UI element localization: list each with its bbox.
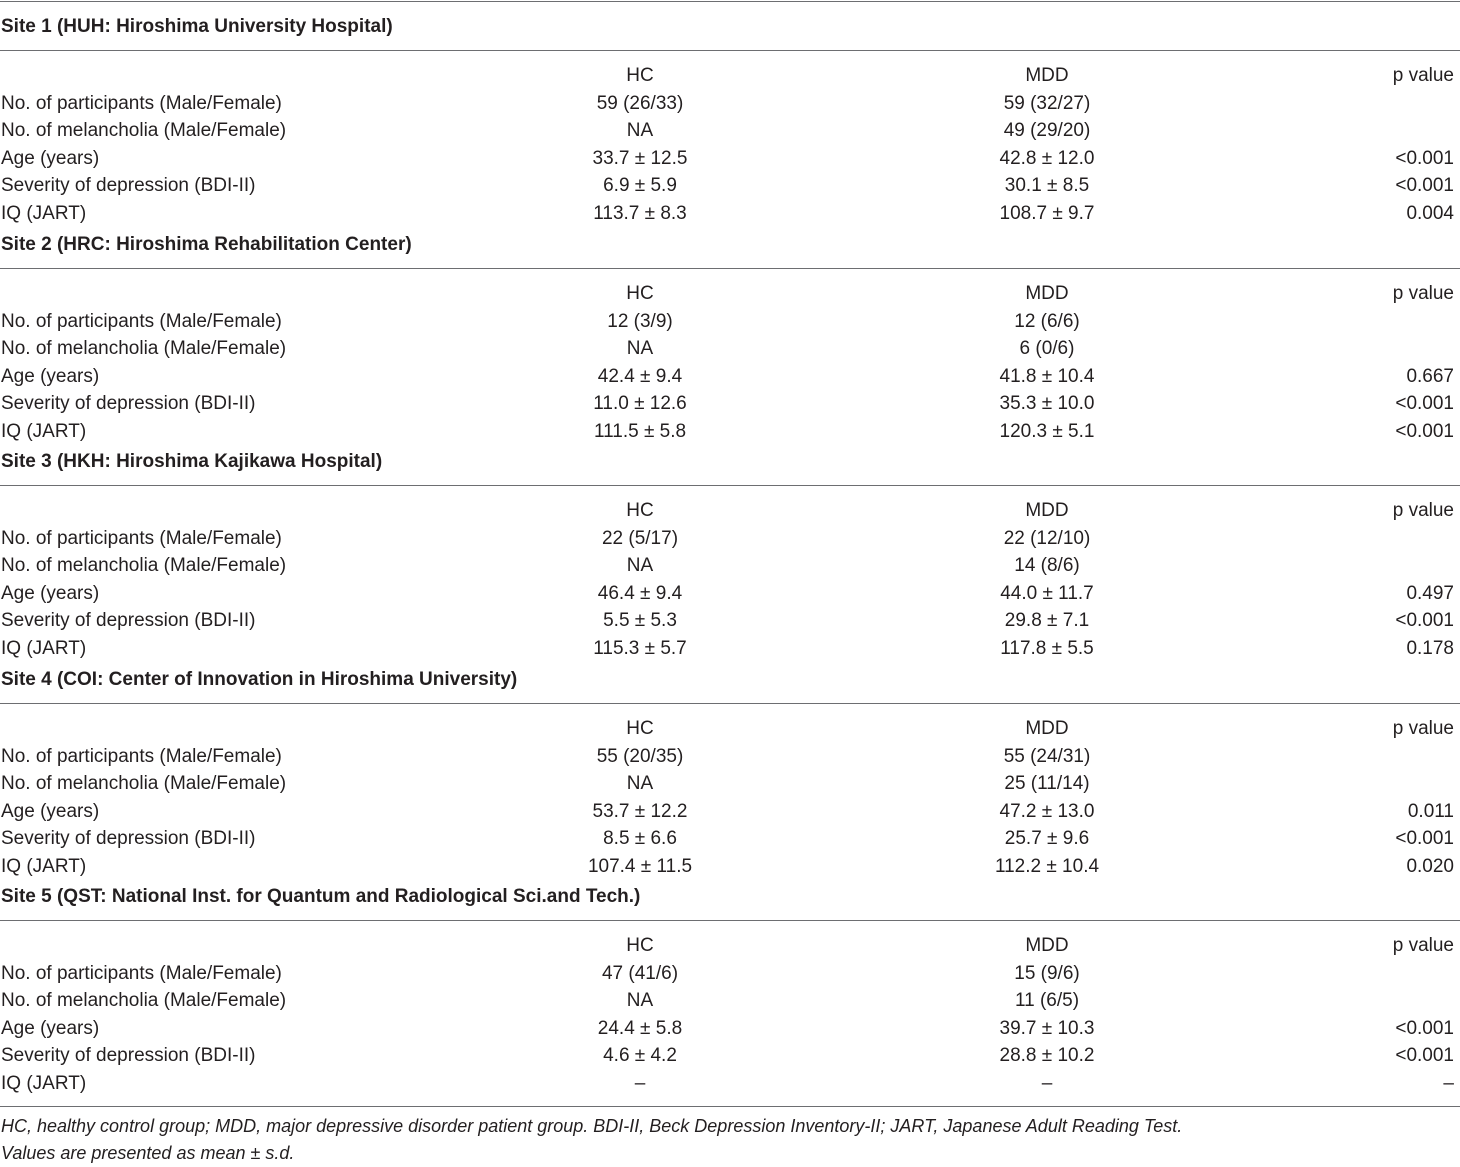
p-value: 0.004 — [1406, 202, 1454, 224]
mdd-value: 49 (29/20) — [1003, 120, 1091, 141]
p-value: <0.001 — [1395, 175, 1454, 196]
hc-value: 33.7 ± 12.5 — [592, 147, 688, 169]
hc-value: NA — [626, 120, 654, 141]
table-row — [0, 580, 1460, 607]
column-header-hc: HC — [626, 500, 654, 521]
row-label: IQ (JART) — [1, 637, 87, 659]
p-value: <0.001 — [1395, 420, 1454, 442]
column-header-p-value: p value — [1392, 283, 1454, 304]
mdd-value: 30.1 ± 8.5 — [1004, 175, 1090, 196]
row-label: IQ (JART) — [1, 1072, 87, 1094]
table-row — [0, 308, 1460, 335]
mdd-value: 44.0 ± 11.7 — [1000, 582, 1094, 604]
section-rule — [0, 703, 1460, 704]
mdd-value: 6 (0/6) — [1019, 338, 1075, 359]
hc-value: NA — [626, 555, 654, 576]
row-label: No. of melancholia (Male/Female) — [1, 773, 287, 794]
mdd-value: 112.2 ± 10.4 — [994, 855, 1100, 877]
row-label: No. of melancholia (Male/Female) — [1, 555, 287, 576]
hc-value: NA — [626, 338, 654, 359]
mdd-value: 47.2 ± 13.0 — [999, 800, 1095, 822]
table-row — [0, 825, 1460, 852]
mdd-value: 28.8 ± 10.2 — [999, 1045, 1095, 1066]
hc-value: 111.5 ± 5.8 — [593, 420, 687, 442]
column-header-hc: HC — [626, 283, 654, 304]
mdd-value: 12 (6/6) — [1014, 310, 1080, 332]
column-header-mdd: MDD — [1025, 283, 1069, 304]
hc-value: 46.4 ± 9.4 — [597, 582, 683, 604]
column-header-p-value: p value — [1392, 935, 1454, 956]
table-row — [0, 335, 1460, 362]
row-label: No. of participants (Male/Female) — [1, 527, 282, 549]
row-label: Age (years) — [1, 1017, 100, 1039]
row-label: No. of participants (Male/Female) — [1, 962, 282, 984]
row-label: No. of participants (Male/Female) — [1, 92, 282, 114]
column-header-p-value: p value — [1392, 718, 1454, 739]
row-label: Age (years) — [1, 582, 100, 604]
hc-value: 42.4 ± 9.4 — [597, 365, 683, 387]
p-value: 0.020 — [1406, 855, 1454, 877]
row-label: No. of melancholia (Male/Female) — [1, 338, 287, 359]
hc-value: 22 (5/17) — [601, 527, 679, 549]
footnote-abbreviations: HC, healthy control group; MDD, major depressive disorder patient group. BDI-II, Beck Depression Inventory-II; JART, Japanese Adult Reading Test. — [1, 1116, 1183, 1136]
mdd-value: 35.3 ± 10.0 — [999, 393, 1095, 414]
p-value: 0.011 — [1407, 800, 1454, 822]
row-label: Severity of depression (BDI-II) — [1, 1045, 256, 1066]
column-header-hc: HC — [626, 65, 654, 86]
site-title: Site 1 (HUH: Hiroshima University Hospital) — [1, 16, 393, 37]
mdd-value: 11 (6/5) — [1014, 990, 1080, 1011]
row-label: Severity of depression (BDI-II) — [1, 828, 256, 849]
table-bottom-rule — [0, 1106, 1460, 1107]
mdd-value: 55 (24/31) — [1003, 745, 1091, 767]
hc-value: 12 (3/9) — [607, 310, 673, 332]
section-rule — [0, 268, 1460, 269]
hc-value: NA — [626, 773, 654, 794]
mdd-value: 120.3 ± 5.1 — [999, 420, 1095, 442]
column-header-mdd: MDD — [1025, 500, 1069, 521]
table-row — [0, 1042, 1460, 1069]
table-row — [0, 363, 1460, 390]
column-header-row — [0, 62, 1460, 89]
table-row — [0, 607, 1460, 634]
hc-value: 115.3 ± 5.7 — [593, 637, 687, 659]
row-label: IQ (JART) — [1, 420, 87, 442]
row-label: Age (years) — [1, 147, 100, 169]
row-label: Severity of depression (BDI-II) — [1, 393, 256, 414]
footnote-values: Values are presented as mean ± s.d. — [1, 1143, 295, 1163]
site-title: Site 5 (QST: National Inst. for Quantum and Radiological Sci.and Tech.) — [1, 886, 641, 907]
column-header-mdd: MDD — [1025, 718, 1069, 739]
mdd-value: 42.8 ± 12.0 — [999, 147, 1095, 169]
table-row — [0, 90, 1460, 117]
table-row — [0, 853, 1460, 880]
p-value: <0.001 — [1395, 828, 1454, 849]
mdd-value: 117.8 ± 5.5 — [1000, 637, 1094, 659]
hc-value: 8.5 ± 6.6 — [603, 828, 677, 849]
row-label: No. of melancholia (Male/Female) — [1, 120, 287, 141]
hc-value: – — [634, 1072, 646, 1094]
mdd-value: 108.7 ± 9.7 — [999, 202, 1095, 224]
hc-value: 107.4 ± 11.5 — [587, 855, 693, 877]
hc-value: 55 (20/35) — [596, 745, 684, 767]
table-row — [0, 798, 1460, 825]
hc-value: NA — [626, 990, 654, 1011]
mdd-value: 59 (32/27) — [1003, 92, 1091, 114]
p-value: 0.667 — [1406, 365, 1454, 387]
table-row — [0, 743, 1460, 770]
column-header-row — [0, 932, 1460, 959]
mdd-value: – — [1041, 1072, 1053, 1094]
table-row — [0, 418, 1460, 445]
table-row — [0, 1015, 1460, 1042]
column-header-hc: HC — [626, 718, 654, 739]
row-label: Age (years) — [1, 365, 100, 387]
section-rule — [0, 50, 1460, 51]
hc-value: 11.0 ± 12.6 — [593, 393, 687, 414]
mdd-value: 29.8 ± 7.1 — [1004, 610, 1090, 631]
mdd-value: 15 (9/6) — [1014, 962, 1080, 984]
p-value: <0.001 — [1395, 393, 1454, 414]
row-label: Age (years) — [1, 800, 100, 822]
table-row — [0, 145, 1460, 172]
column-header-p-value: p value — [1392, 500, 1454, 521]
row-label: IQ (JART) — [1, 855, 87, 877]
column-header-mdd: MDD — [1025, 65, 1069, 86]
section-rule — [0, 485, 1460, 486]
table-row — [0, 525, 1460, 552]
row-label: Severity of depression (BDI-II) — [1, 610, 256, 631]
table-row — [0, 200, 1460, 227]
mdd-value: 25 (11/14) — [1004, 773, 1090, 794]
row-label: No. of participants (Male/Female) — [1, 745, 282, 767]
hc-value: 53.7 ± 12.2 — [592, 800, 688, 822]
p-value: <0.001 — [1395, 147, 1454, 169]
table-row — [0, 770, 1460, 797]
mdd-value: 41.8 ± 10.4 — [999, 365, 1095, 387]
hc-value: 4.6 ± 4.2 — [603, 1045, 677, 1066]
row-label: No. of melancholia (Male/Female) — [1, 990, 287, 1011]
site-title: Site 4 (COI: Center of Innovation in Hiroshima University) — [1, 669, 518, 690]
table-row — [0, 117, 1460, 144]
column-header-hc: HC — [626, 935, 654, 956]
section-rule — [0, 920, 1460, 921]
mdd-value: 22 (12/10) — [1003, 527, 1091, 549]
hc-value: 113.7 ± 8.3 — [593, 202, 687, 224]
site-title: Site 3 (HKH: Hiroshima Kajikawa Hospital) — [1, 451, 383, 472]
table-row — [0, 1070, 1460, 1097]
p-value: <0.001 — [1395, 610, 1454, 631]
site-title: Site 2 (HRC: Hiroshima Rehabilitation Center) — [1, 234, 412, 255]
mdd-value: 25.7 ± 9.6 — [1004, 828, 1090, 849]
column-header-row — [0, 715, 1460, 742]
hc-value: 47 (41/6) — [601, 962, 679, 984]
row-label: No. of participants (Male/Female) — [1, 310, 282, 332]
column-header-row — [0, 280, 1460, 307]
row-label: IQ (JART) — [1, 202, 87, 224]
p-value: <0.001 — [1395, 1045, 1454, 1066]
hc-value: 59 (26/33) — [596, 92, 684, 114]
row-label: Severity of depression (BDI-II) — [1, 175, 256, 196]
column-header-row — [0, 497, 1460, 524]
table-row — [0, 172, 1460, 199]
table-top-rule — [0, 1, 1460, 2]
column-header-mdd: MDD — [1025, 935, 1069, 956]
hc-value: 24.4 ± 5.8 — [597, 1017, 683, 1039]
p-value: – — [1443, 1072, 1454, 1094]
table-row — [0, 390, 1460, 417]
p-value: 0.497 — [1406, 582, 1454, 604]
table-row — [0, 552, 1460, 579]
hc-value: 6.9 ± 5.9 — [603, 175, 677, 196]
mdd-value: 39.7 ± 10.3 — [999, 1017, 1095, 1039]
table-row — [0, 987, 1460, 1014]
hc-value: 5.5 ± 5.3 — [603, 610, 677, 631]
mdd-value: 14 (8/6) — [1014, 555, 1080, 576]
table-row — [0, 960, 1460, 987]
p-value: 0.178 — [1406, 637, 1454, 659]
table-row — [0, 635, 1460, 662]
column-header-p-value: p value — [1392, 65, 1454, 86]
p-value: <0.001 — [1395, 1017, 1454, 1039]
